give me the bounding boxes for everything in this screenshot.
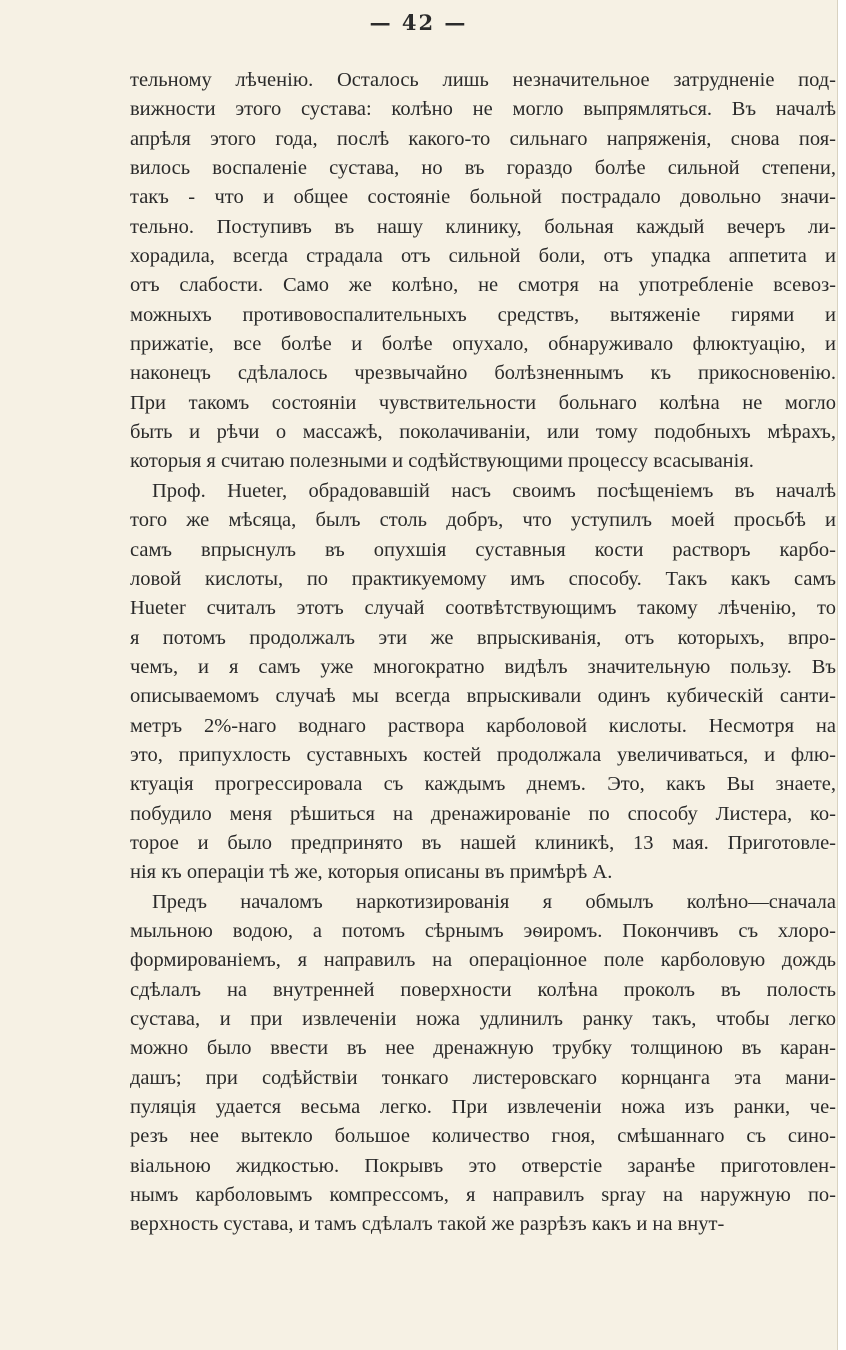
text-line: ктуація прогрессировала съ каждымъ днемъ. Это, какъ Вы знаете, — [130, 773, 836, 796]
text-line: резъ нее вытекло большое количество гноя, смѣшаннаго съ сино- — [130, 1125, 836, 1148]
body-text — [130, 66, 836, 1240]
text-line: наконецъ сдѣлалось чрезвычайно болѣзненнымъ къ прикосновенію. — [130, 362, 836, 385]
text-line: сустава, и при извлеченіи ножа удлинилъ ранку такъ, чтобы легко — [130, 1008, 836, 1030]
text-line: тельному лѣченію. Осталось лишь незначительное затрудненіе под- — [130, 69, 836, 91]
paragraph — [130, 477, 836, 888]
text-line: При такомъ состояніи чувствительности больнаго колѣна не могло — [130, 391, 836, 414]
text-line: Предъ началомъ наркотизированія я обмылъ колѣно—сначала — [152, 890, 836, 913]
text-line: віальною жидкостью. Покрывъ это отверстіе заранѣе приготовлен- — [130, 1154, 836, 1177]
text-line: того же мѣсяца, былъ столь добръ, что уступилъ моей просьбѣ и — [130, 509, 836, 532]
text-line: вилось воспаленіе сустава, но въ гораздо болѣе сильной степени, — [130, 157, 836, 180]
text-line: нымъ карболовымъ компрессомъ, я направилъ spray на наружную по- — [130, 1184, 836, 1207]
text-line: побудило меня рѣшиться на дренажированіе по способу Листера, ко- — [130, 802, 836, 825]
text-line: чемъ, и я самъ уже многократно видѣлъ значительную пользу. Въ — [130, 655, 836, 678]
text-line: отъ слабости. Само же колѣно, не смотря на употребленіе всевоз- — [130, 274, 836, 297]
text-line: самъ впрыснулъ въ опухшія суставныя кости растворъ карбо- — [130, 538, 836, 561]
text-line: можныхъ противовоспалительныхъ средствъ, вытяженіе гирями и — [130, 303, 836, 326]
text-line: хорадила, всегда страдала отъ сильной боли, отъ упадка аппетита и — [130, 245, 836, 268]
text-line: мыльною водою, а потомъ сѣрнымъ эѳиромъ. Покончивъ съ хлоро- — [130, 919, 836, 942]
text-line: это, припухлость суставныхъ костей продолжала увеличиваться, и флю- — [130, 743, 836, 766]
text-line: торое и было предпринято въ нашей клиникѣ, 13 мая. Приготовле- — [130, 831, 836, 854]
text-line: нія къ операціи тѣ же, которыя описаны въ примѣрѣ А. — [130, 861, 613, 884]
paragraph — [130, 66, 836, 477]
text-line: быть и рѣчи о массажѣ, поколачиваніи, или тому подобныхъ мѣрахъ, — [130, 421, 836, 444]
text-line: я потомъ продолжалъ эти же впрыскиванія, отъ которыхъ, впро- — [130, 626, 836, 649]
text-line: можно было ввести въ нее дренажную трубку толщиною въ каран- — [130, 1037, 836, 1060]
paragraph — [130, 888, 836, 1240]
text-line: которыя я считаю полезными и содѣйствующими процессу всасыванія. — [130, 450, 754, 473]
text-line: сдѣлалъ на внутренней поверхности колѣна проколъ въ полость — [130, 978, 836, 1001]
text-line: описываемомъ случаѣ мы всегда впрыскивали одинъ кубическій санти- — [130, 685, 836, 708]
text-line: вижности этого сустава: колѣно не могло выпрямляться. Въ началѣ — [130, 98, 836, 121]
text-line: верхность сустава, и тамъ сдѣлалъ такой же разрѣзъ какъ и на внут- — [130, 1213, 725, 1236]
text-line: апрѣля этого года, послѣ какого-то сильнаго напряженія, снова поя- — [130, 127, 836, 150]
text-line: дашъ; при содѣйствіи тонкаго листеровскаго корнцанга эта мани- — [130, 1066, 836, 1089]
text-line: ловой кислоты, по практикуемому имъ способу. Такъ какъ самъ — [130, 567, 836, 590]
text-line: метръ 2%-наго воднаго раствора карболовой кислоты. Несмотря на — [130, 714, 836, 737]
text-line: тельно. Поступивъ въ нашу клинику, больная каждый вечеръ ли- — [130, 215, 836, 238]
text-line: пуляція удается весьма легко. При извлеченіи ножа изъ ранки, че- — [130, 1096, 836, 1119]
text-line: Проф. Hueter, обрадовавшій насъ своимъ посѣщеніемъ въ началѣ — [152, 479, 836, 502]
page-number: — 42 — — [369, 10, 468, 35]
text-line: прижатіе, все болѣе и болѣе опухало, обнаруживало флюктуацію, и — [130, 333, 836, 356]
text-line: формированіемъ, я направилъ на операціонное поле карболовую дождь — [130, 949, 836, 972]
text-line: такъ - что и общее состояніе больной пострадало довольно значи- — [130, 186, 836, 209]
text-line: Hueter считалъ этотъ случай соотвѣтствующимъ такому лѣченію, то — [130, 597, 836, 620]
